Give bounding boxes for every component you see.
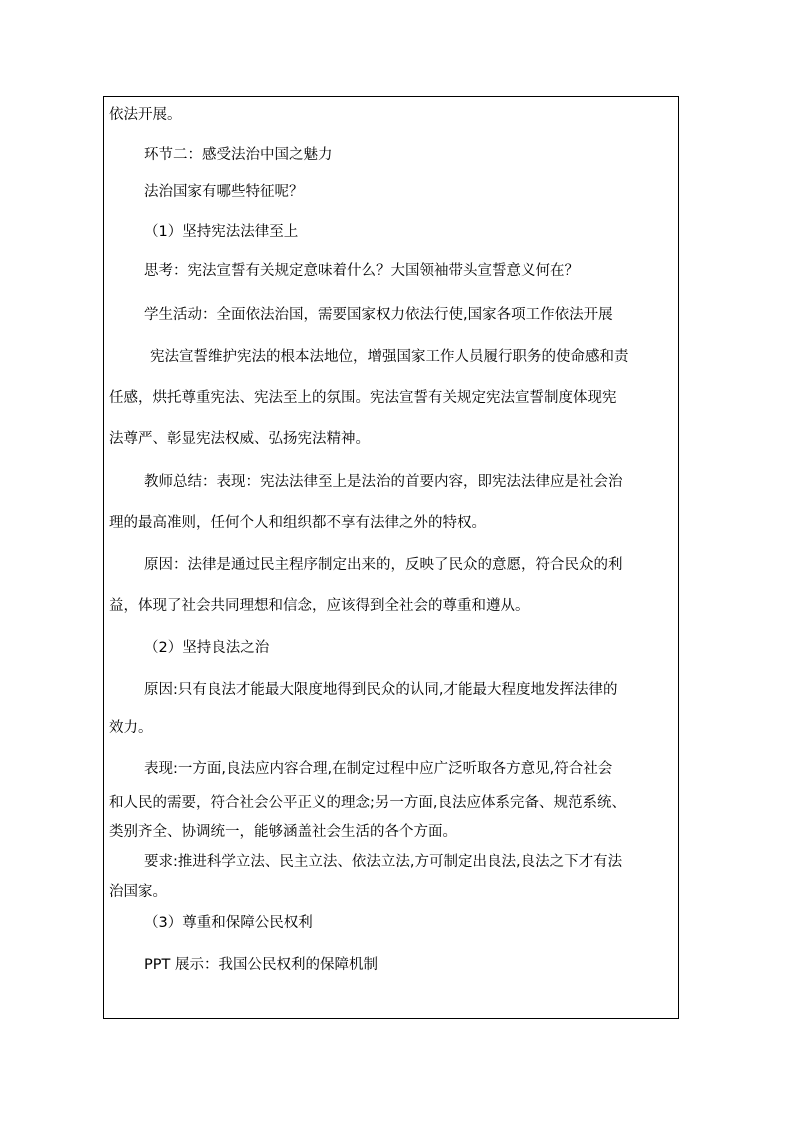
question-line: 法治国家有哪些特征呢？	[144, 184, 304, 200]
ppt-display-line: PPT 展示：我国公民权利的保障机制	[144, 957, 378, 973]
paragraph-line: 宪法宣誓维护宪法的根本法地位，增强国家工作人员履行职务的使命感和责	[150, 349, 629, 365]
teacher-summary-line: 教师总结：表现：宪法法律至上是法治的首要内容，即宪法法律应是社会治	[144, 474, 623, 490]
section-heading: 环节二：感受法治中国之魅力	[144, 147, 333, 163]
paragraph-line: 理的最高准则，任何个人和组织都不享有法律之外的特权。	[109, 515, 486, 531]
paragraph-line: 和人民的需要，符合社会公平正义的理念;另一方面,良法应体系完备、规范系统、	[109, 795, 626, 811]
paragraph-line: 益，体现了社会共同理想和信念，应该得到全社会的尊重和遵从。	[109, 598, 530, 614]
paragraph-line: 治国家。	[109, 884, 167, 900]
think-line: 思考：宪法宣誓有关规定意味着什么？大国领袖带头宣誓意义何在？	[144, 263, 579, 279]
student-activity-line: 学生活动：全面依法治国，需要国家权力依法行使,国家各项工作依法开展	[144, 307, 613, 323]
manifestation-line: 表现:一方面,良法应内容合理,在制定过程中应广泛听取各方意见,符合社会	[144, 761, 613, 777]
paragraph-line: 效力。	[109, 720, 153, 736]
subheading-2: （2）坚持良法之治	[144, 640, 270, 656]
subheading-1: （1）坚持宪法法律至上	[144, 224, 299, 240]
reason-line-2: 原因:只有良法才能最大限度地得到民众的认同,才能最大程度地发挥法律的	[144, 682, 618, 698]
reason-line: 原因：法律是通过民主程序制定出来的，反映了民众的意愿，符合民众的利	[144, 557, 623, 573]
paragraph-line: 任感，烘托尊重宪法、宪法至上的氛围。宪法宣誓有关规定宪法宣誓制度体现宪	[109, 390, 617, 406]
requirement-line: 要求:推进科学立法、民主立法、依法立法,方可制定出良法,良法之下才有法	[144, 854, 623, 870]
subheading-3: （3）尊重和保障公民权利	[144, 915, 313, 931]
content-table-cell	[103, 96, 679, 1019]
paragraph-line: 类别齐全、协调统一，能够涵盖社会生活的各个方面。	[109, 824, 457, 840]
paragraph-line: 法尊严、彰显宪法权威、弘扬宪法精神。	[109, 431, 370, 447]
text-line-1: 依法开展。	[109, 107, 182, 123]
